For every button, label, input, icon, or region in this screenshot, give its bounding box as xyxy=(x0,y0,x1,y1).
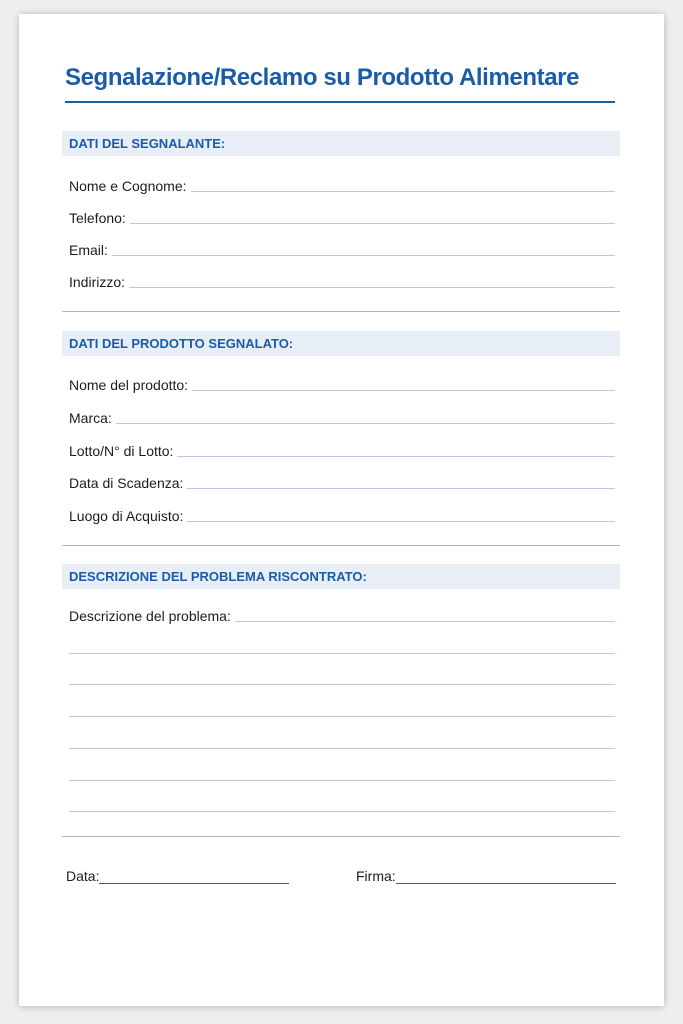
field-label: Descrizione del problema: xyxy=(69,608,231,624)
field-label: Email: xyxy=(69,242,108,258)
date-label: Data: xyxy=(66,868,100,884)
description-line[interactable] xyxy=(69,811,615,812)
field-email[interactable] xyxy=(69,238,615,258)
field-nome-cognome[interactable] xyxy=(69,174,615,194)
section-header-prodotto xyxy=(62,331,620,356)
field-label: Indirizzo: xyxy=(69,274,126,290)
field-input-line[interactable] xyxy=(187,521,615,522)
field-input-line[interactable] xyxy=(130,223,615,224)
field-data[interactable] xyxy=(66,864,289,884)
field-firma[interactable] xyxy=(356,864,616,884)
title-underline xyxy=(65,101,615,103)
field-marca[interactable] xyxy=(69,406,615,426)
form-title: Segnalazione/Reclamo su Prodotto Alimentare xyxy=(65,64,580,91)
description-line[interactable] xyxy=(69,684,615,685)
field-label: Telefono: xyxy=(69,210,126,226)
section-divider xyxy=(62,836,620,837)
section-divider xyxy=(62,311,620,312)
field-label: Data di Scadenza: xyxy=(69,475,184,491)
description-line[interactable] xyxy=(69,780,615,781)
section-heading-prodotto: DATI DEL PRODOTTO SEGNALATO: xyxy=(69,336,294,351)
field-nome-prodotto[interactable] xyxy=(69,373,615,393)
section-header-segnalante xyxy=(62,131,620,156)
signature-input-line[interactable] xyxy=(396,883,616,884)
field-input-line[interactable] xyxy=(112,255,615,256)
section-heading-segnalante: DATI DEL SEGNALANTE: xyxy=(69,136,226,151)
field-indirizzo[interactable] xyxy=(69,270,615,290)
description-line[interactable] xyxy=(69,716,615,717)
field-input-line[interactable] xyxy=(177,456,615,457)
field-data-scadenza[interactable] xyxy=(69,471,615,491)
field-label: Nome del prodotto: xyxy=(69,377,189,393)
section-divider xyxy=(62,545,620,546)
description-line[interactable] xyxy=(69,653,615,654)
description-line[interactable] xyxy=(69,748,615,749)
field-telefono[interactable] xyxy=(69,206,615,226)
field-input-line[interactable] xyxy=(116,423,615,424)
field-input-line[interactable] xyxy=(235,621,615,622)
field-lotto[interactable] xyxy=(69,439,615,459)
field-input-line[interactable] xyxy=(129,287,615,288)
section-header-problema xyxy=(62,564,620,589)
field-label: Marca: xyxy=(69,410,112,426)
complaint-form-sheet xyxy=(19,14,664,1006)
signature-label: Firma: xyxy=(356,868,396,884)
field-luogo-acquisto[interactable] xyxy=(69,504,615,524)
field-input-line[interactable] xyxy=(187,488,615,489)
field-label: Nome e Cognome: xyxy=(69,178,187,194)
date-input-line[interactable] xyxy=(99,883,289,884)
field-label: Lotto/N° di Lotto: xyxy=(69,443,174,459)
field-descrizione-problema[interactable] xyxy=(69,604,615,624)
field-input-line[interactable] xyxy=(192,390,615,391)
section-heading-problema: DESCRIZIONE DEL PROBLEMA RISCONTRATO: xyxy=(69,569,367,584)
field-label: Luogo di Acquisto: xyxy=(69,508,184,524)
field-input-line[interactable] xyxy=(191,191,615,192)
